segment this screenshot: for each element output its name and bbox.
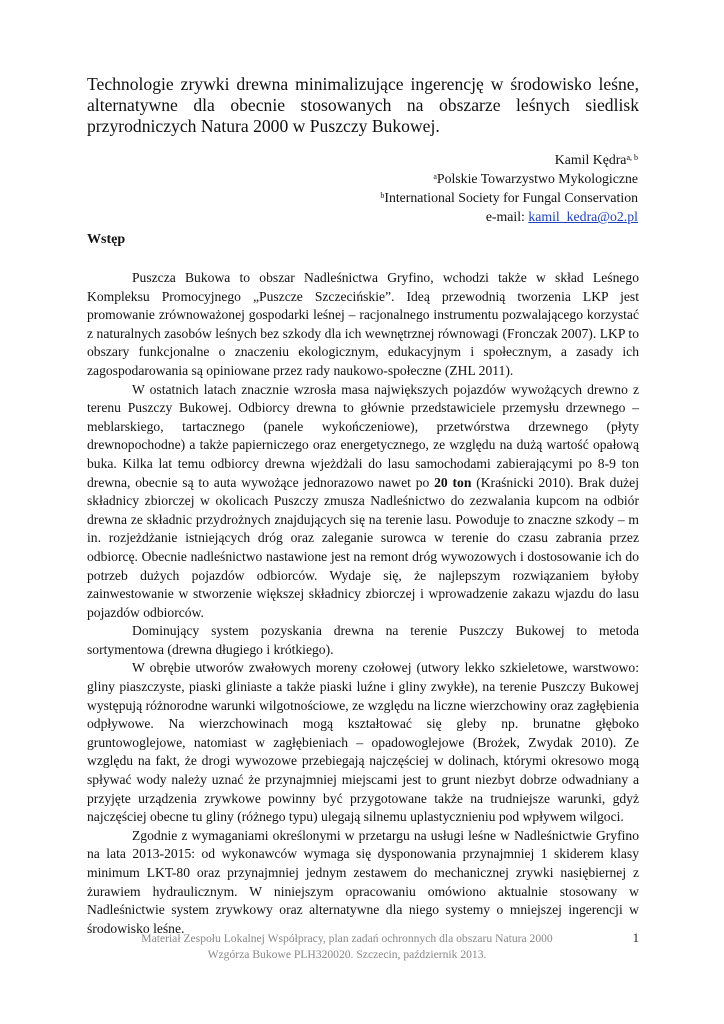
author-line (218, 150, 638, 169)
paragraph-2-part-2: (Kraśnicki 2010). Brak dużej składnicy zbiorczej w okolicach Puszczy zmusza Nadleśnictwo do zezwalania kupcom na odbiór drewna ze składnic przydrożnych znajdujących się na terenie lasu. Powoduje to znaczne szkody – m in. rozjeżdżanie istniejących dróg oraz zaleganie surowca w terenie do czasu zabrania przez odbiorcę. Obecnie nadleśnictwo nastawione jest na remont dróg wywozowych i dostosowanie ich do potrzeb dużych pojazdów odbiorców. Wydaje się, że najlepszym rozwiązaniem byłoby zainwestowanie w stworzenie większej składnicy zbiorczej i wprowadzenie zakazu wjazdu do lasu pojazdów odbiorców. (87, 474, 639, 620)
affiliation-b (218, 188, 638, 207)
affiliation-a-text: Polskie Towarzystwo Mykologiczne (436, 171, 638, 186)
page-number: 1 (632, 931, 639, 945)
section-heading: Wstęp (87, 232, 126, 247)
footer-line-1: Materiał Zespołu Lokalnej Współpracy, plan zadań ochronnych dla obszaru Natura 2000 (141, 932, 553, 945)
paragraph-2 (87, 381, 639, 623)
affiliation-b-mark: b (380, 191, 385, 200)
email-line (218, 207, 638, 226)
footer-text (87, 931, 607, 962)
author-affiliation-marks: a, b (626, 153, 638, 162)
footer-line-2: Wzgórza Bukowe PLH320020. Szczecin, październik 2013. (207, 947, 487, 961)
paragraph-2-bold: 20 ton (434, 474, 472, 490)
email-link[interactable]: kamil_kedra@o2.pl (528, 209, 638, 224)
document-title: Technologie zrywki drewna minimalizujące ingerencję w środowisko leśne, alternatywne dla obecnie stosowanych na obszarze leśnych siedlisk przyrodniczych Natura 2000 w Puszczy Bukowej. (87, 74, 639, 136)
paragraph-5: Zgodnie z wymaganiami określonymi w przetargu na usługi leśne w Nadleśnictwie Gryfino na lata 2013-2015: od wykonawców wymaga się dysponowania przynajmniej 1 skiderem klasy minimum LKT-80 oraz przynajmniej jednym zestawem do mechanicznej zrywki nasiębiernej z żurawiem hydraulicznym. W niniejszym opracowaniu omówiono aktualnie stosowany w Nadleśnictwie system zrywkowy oraz alternatywne dla niego systemy o mniejszej ingerencji w środowisko leśne. (87, 827, 639, 936)
paragraph-2-part-1: W ostatnich latach znacznie wzrosła masa największych pojazdów wywożących drewno z terenu Puszczy Bukowej. Odbiorcy drewna to głównie przedstawiciele przemysłu drzewnego – meblarskiego, tartacznego (panele wykończeniowe), przetwórstwa drzewnego (płyty drewnopochodne) a także papierniczego oraz energetycznego, ze względu na dużą wartość opałową buka. Kilka lat temu odbiorcy drewna wjeżdżali do lasu samochodami zabierającymi po 8-9 ton drewna, obecnie są to auta wywożące jednorazowo nawet po (87, 381, 639, 490)
affiliation-a (218, 169, 638, 188)
paragraph-3: Dominujący system pozyskania drewna na terenie Puszczy Bukowej to metoda sortymentowa (drewna długiego i krótkiego). (87, 623, 639, 657)
author-name: Kamil Kędra (554, 152, 627, 167)
affiliation-a-mark: a (433, 172, 437, 181)
author-block (218, 150, 638, 226)
body-text (87, 269, 639, 938)
paragraph-4: W obrębie utworów zwałowych moreny czołowej (utwory lekko szkieletowe, warstwowo: gliny piaszczyste, piaski gliniaste a także piaski luźne i gliny zwykłe), na terenie Puszczy Bukowej występują różnorodne warunki wilgotnościowe, ze względu na liczne wierzchowiny oraz zagłębienia odpływowe. Na wierzchowinach mogą kształtować się gleby np. brunatne głęboko gruntowoglejowe, natomiast w zagłębieniach – opadowoglejowe (Brożek, Zwydak 2010). Ze względu na fakt, że drogi wywozowe przebiegają najczęściej w dolinach, którymi okresowo mogą spływać wody należy uznać że przynajmniej miejscami jest to grunt niezbyt dobrze odwadniany a przyjęte urządzenia zrywkowe powinny być przygotowane także na trudniejsze warunki, gdyż najczęściej obecne tu gliny (różnego typu) ulegają silnemu uplastycznieniu pod wpływem wilgoci. (87, 660, 639, 825)
affiliation-b-text: International Society for Fungal Conservation (384, 190, 638, 205)
email-label: e-mail: (485, 209, 529, 224)
paragraph-1: Puszcza Bukowa to obszar Nadleśnictwa Gryfino, wchodzi także w skład Leśnego Kompleksu Promocyjnego „Puszcze Szczecińskie”. Ideą przewodnią tworzenia LKP jest promowanie zrównoważonej gospodarki leśnej – racjonalnego instrumentu pozwalającego korzystać z naturalnych zasobów leśnych bez szkody dla ich wewnętrznej równowagi (Fronczak 2007). LKP to obszary funkcjonalne o znaczeniu ekologicznym, edukacyjnym i społecznym, a zasady ich zagospodarowania są opiniowane przez rady naukowo-społeczne (ZHL 2011). (87, 270, 639, 378)
